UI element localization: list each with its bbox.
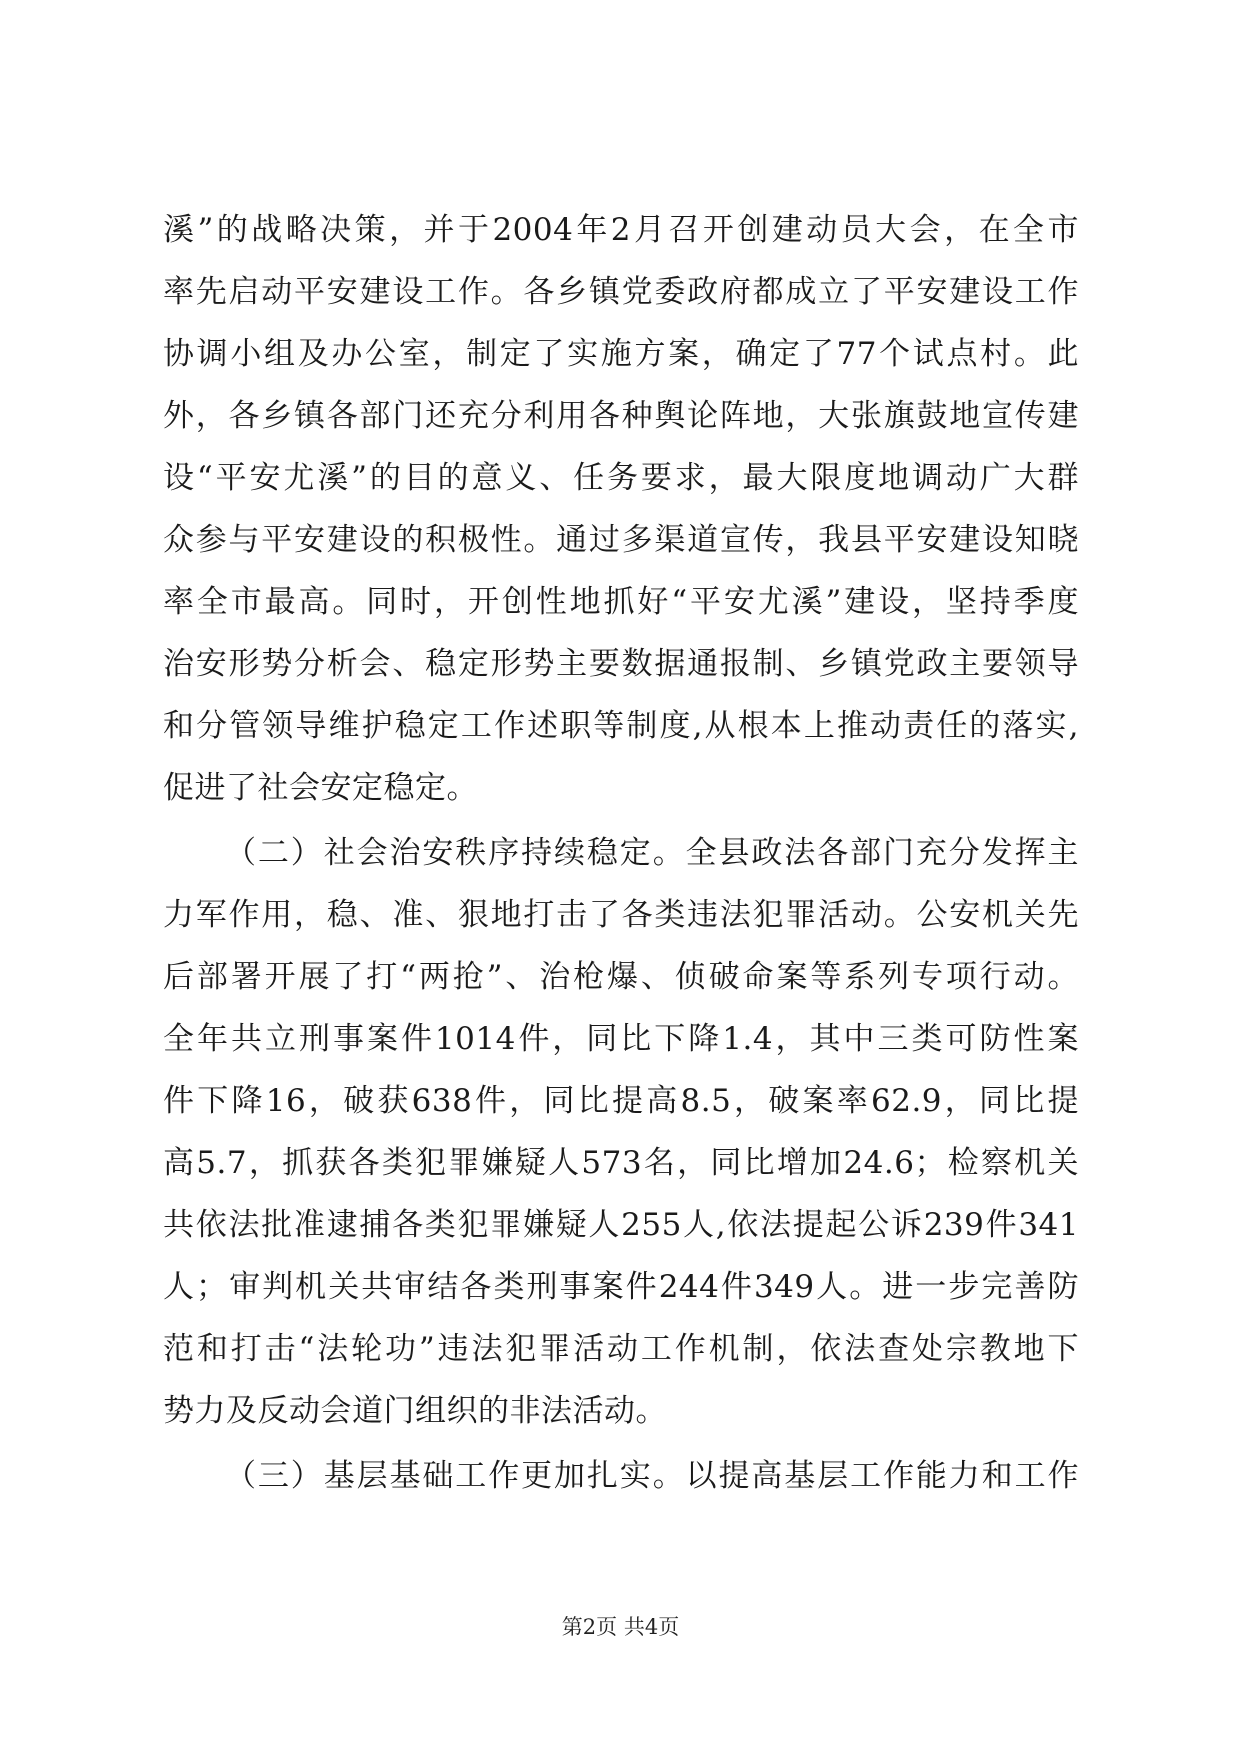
section-heading-line: （二）社会治安秩序持续稳定。全县政法各部门充分发挥主 <box>225 835 1079 871</box>
body-text-line: 设“平安尤溪”的目的意义、任务要求，最大限度地调动广大群 <box>163 460 1079 496</box>
body-text-line: 全年共立刑事案件1014件，同比下降1.4，其中三类可防性案 <box>163 1021 1079 1057</box>
body-text-line: 和分管领导维护稳定工作述职等制度,从根本上推动责任的落实, <box>163 708 1079 744</box>
body-text-line: 件下降16，破获638件，同比提高8.5，破案率62.9，同比提 <box>163 1083 1079 1119</box>
body-text-line: 高5.7，抓获各类犯罪嫌疑人573名，同比增加24.6；检察机关 <box>163 1145 1079 1181</box>
body-text-line: 范和打击“法轮功”违法犯罪活动工作机制，依法查处宗教地下 <box>163 1331 1079 1367</box>
body-text-line: 后部署开展了打“两抢”、治枪爆、侦破命案等系列专项行动。 <box>163 959 1079 995</box>
body-text-line: 人；审判机关共审结各类刑事案件244件349人。进一步完善防 <box>163 1269 1079 1305</box>
section-heading-line: （三）基层基础工作更加扎实。以提高基层工作能力和工作 <box>225 1458 1079 1494</box>
body-text-line: 众参与平安建设的积极性。通过多渠道宣传，我县平安建设知晓 <box>163 522 1079 558</box>
body-text-line: 促进了社会安定稳定。 <box>163 770 478 806</box>
body-text-line: 共依法批准逮捕各类犯罪嫌疑人255人,依法提起公诉239件341 <box>163 1207 1079 1243</box>
page-number-footer: 第2页 共4页 <box>561 1615 680 1639</box>
body-text-line: 力军作用，稳、准、狠地打击了各类违法犯罪活动。公安机关先 <box>163 897 1079 933</box>
body-text-line: 协调小组及办公室，制定了实施方案，确定了77个试点村。此 <box>163 336 1079 372</box>
body-text-line: 外，各乡镇各部门还充分利用各种舆论阵地，大张旗鼓地宣传建 <box>163 398 1079 434</box>
body-text-line: 率全市最高。同时，开创性地抓好“平安尤溪”建设，坚持季度 <box>163 584 1079 620</box>
body-text-line: 势力及反动会道门组织的非法活动。 <box>163 1393 667 1429</box>
body-text-line: 治安形势分析会、稳定形势主要数据通报制、乡镇党政主要领导 <box>163 646 1079 682</box>
body-text-line: 溪”的战略决策，并于2004年2月召开创建动员大会，在全市 <box>163 212 1079 248</box>
body-text-line: 率先启动平安建设工作。各乡镇党委政府都成立了平安建设工作 <box>163 274 1079 310</box>
